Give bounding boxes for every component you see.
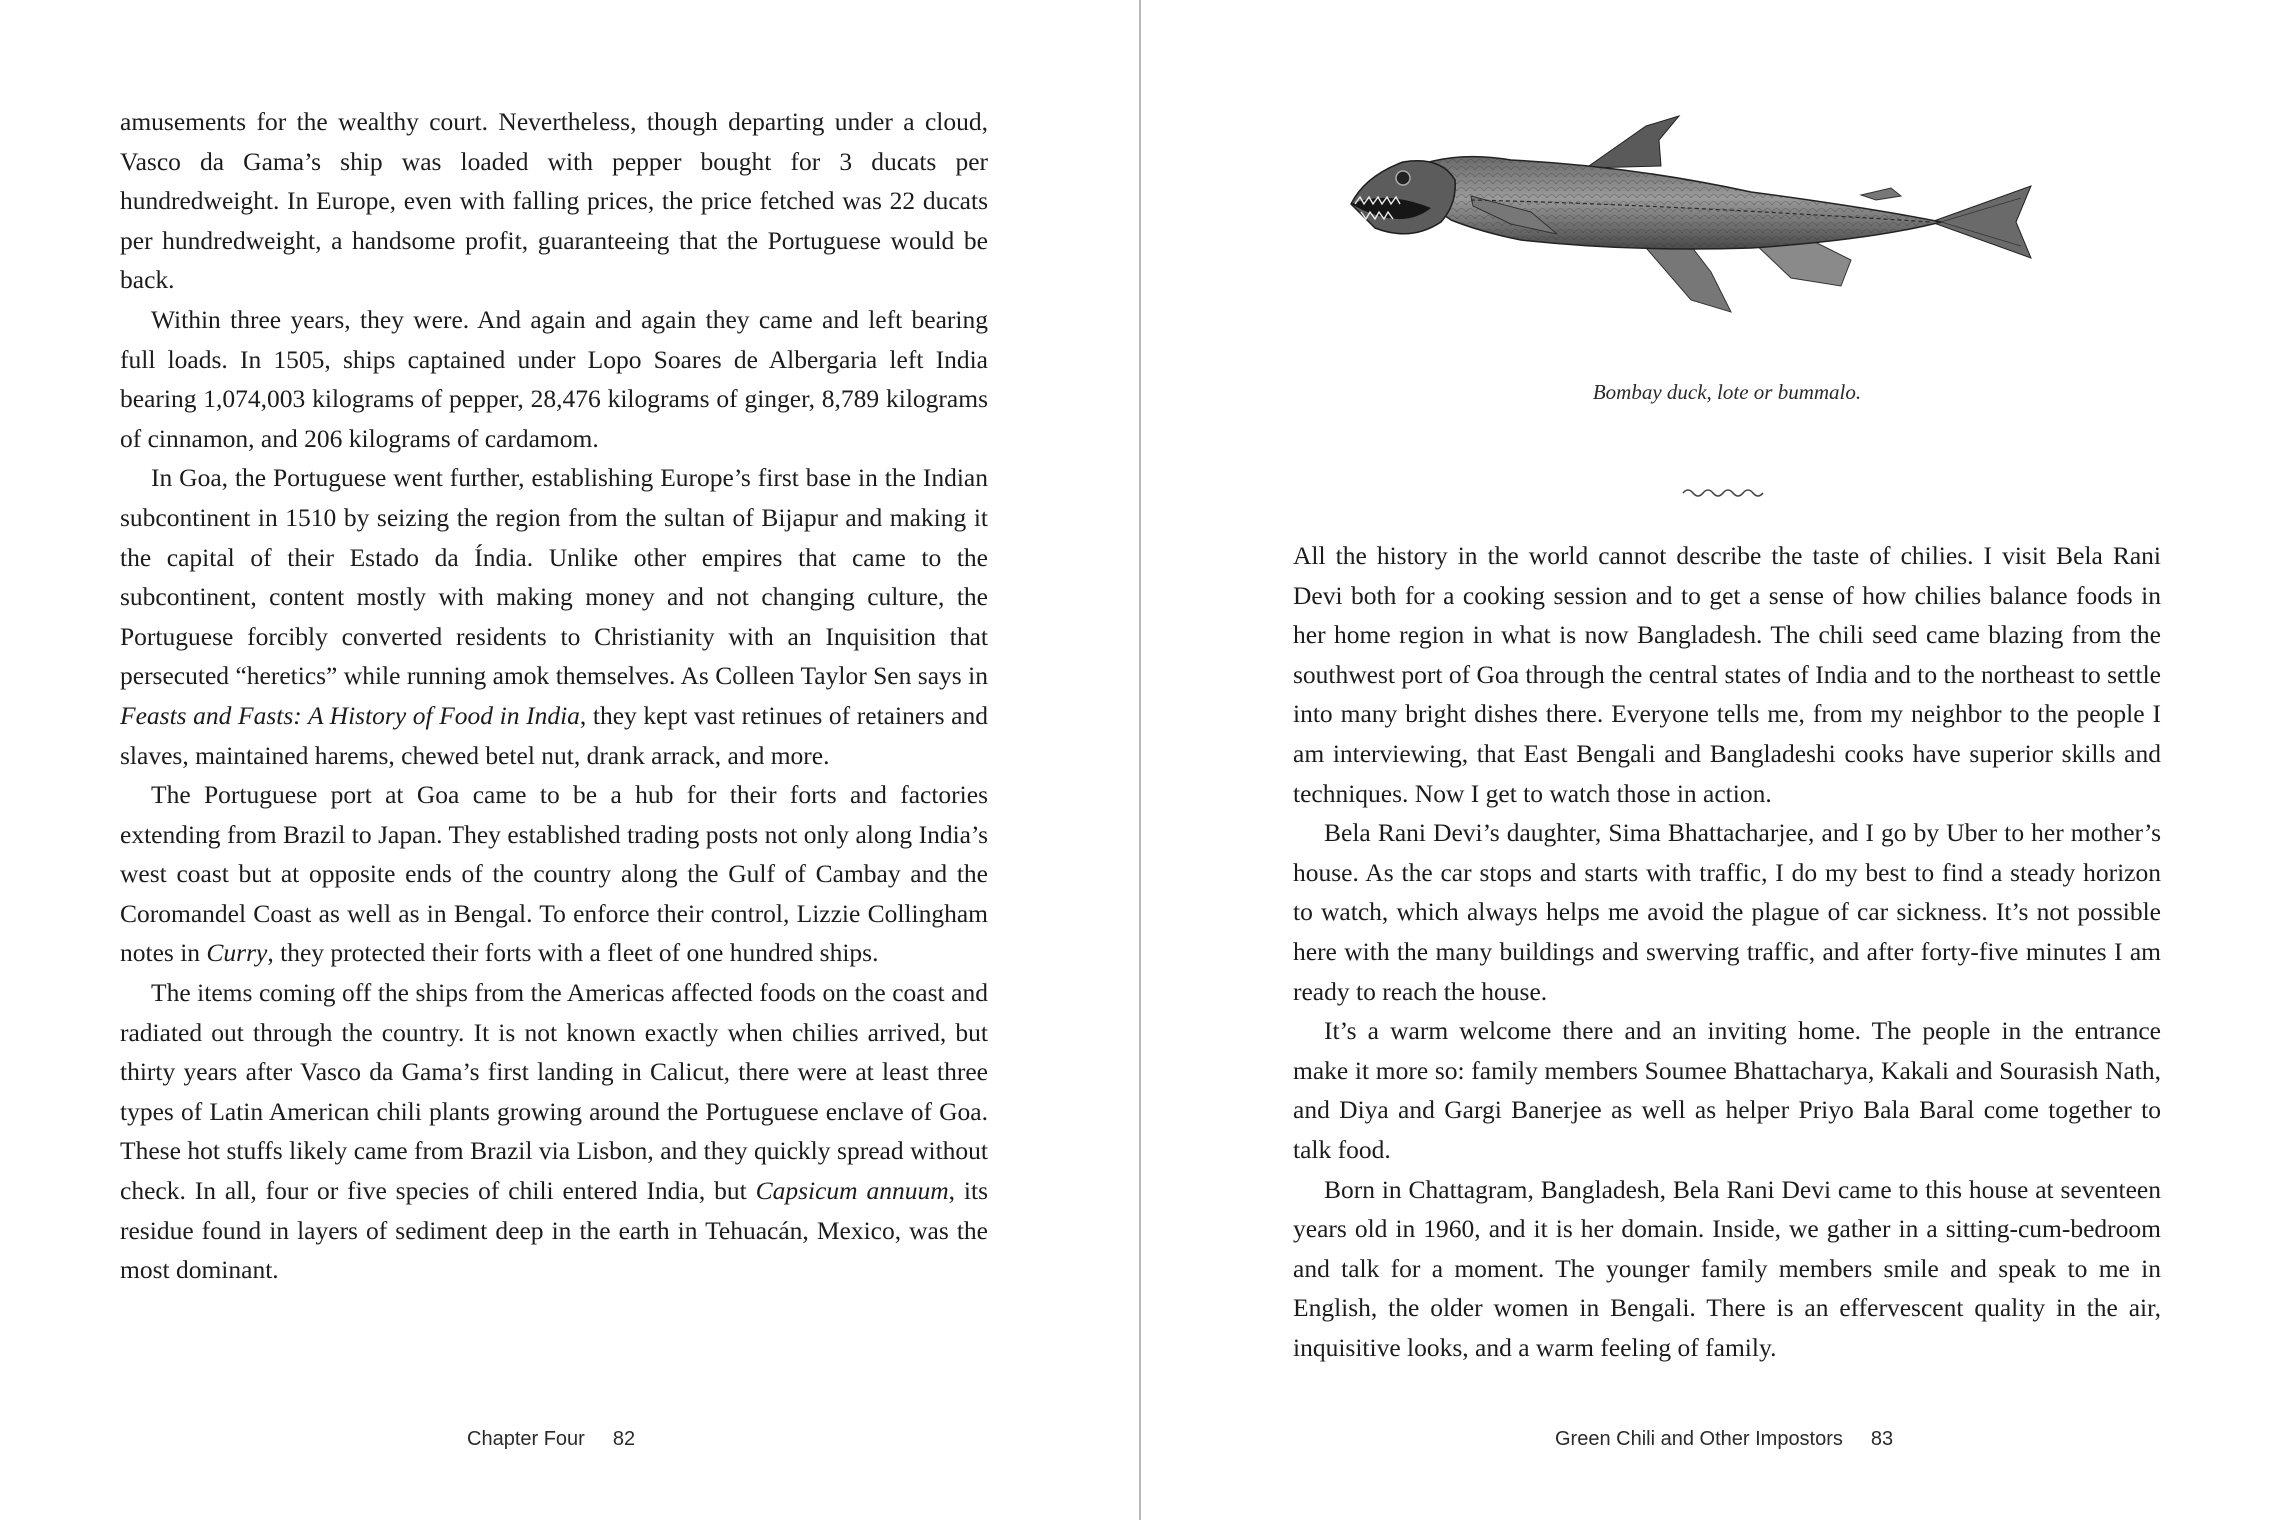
section-break-ornament xyxy=(1681,486,1765,500)
text-run: , they protected their forts with a fleet of one hundred ships. xyxy=(267,938,879,968)
paragraph xyxy=(1293,813,2161,1011)
page-number-right: 83 xyxy=(1870,1428,1894,1450)
running-head-right: Green Chili and Other Impostors xyxy=(1555,1428,1843,1450)
italic-title: Capsicum annuum xyxy=(755,1176,949,1206)
right-page xyxy=(1141,0,2280,1520)
bombay-duck-illustration xyxy=(1331,100,2141,360)
text-run: It’s a warm welcome there and an inviting home. The people in the entrance make it more so: family members Soumee Bhattacharya, Kakali and Sourasish Nath, and Diya and Gargi Banerjee as well as helper Priyo Bala Baral come together to talk food. xyxy=(1293,1016,2161,1164)
running-head-left: Chapter Four xyxy=(467,1428,585,1450)
text-run: , they kept vast retinues of retainers and slaves, maintained harems, chewed betel nut, drank arrack, and more. xyxy=(120,700,988,770)
right-folio xyxy=(1555,1428,1893,1451)
text-run: In Goa, the Portuguese went further, establishing Europe’s first base in the Indian subcontinent in 1510 by seizing the region from the sultan of Bijapur and making it the capital of their Estado da Índia. Unlike other empires that came to the subcontinent, content mostly with making money and not changing culture, the Portuguese forcibly converted residents to Christianity with an Inquisition that persecuted “heretics” while running amok themselves. As Colleen Taylor Sen says in xyxy=(120,463,988,691)
text-run: amusements for the wealthy court. Nevertheless, though departing under a cloud, Vasco da Gama’s ship was loaded with pepper bought for 3 ducats per hundredweight. In Europe, even with falling prices, the price fetched was 22 ducats per hundredweight, a handsome profit, guaranteeing that the Portuguese would be back. xyxy=(120,107,988,295)
left-folio xyxy=(467,1428,635,1451)
right-body-text xyxy=(1293,536,2161,1367)
text-run: All the history in the world cannot describe the taste of chilies. I visit Bela Rani Devi both for a cooking session and to get a sense of how chilies balance foods in her home region in what is now Bangladesh. The chili seed came blazing from the southwest port of Goa through the central states of India and to the northeast to settle into many bright dishes there. Everyone tells me, from my neighbor to the people I am interviewing, that East Bengali and Bangladeshi cooks have superior skills and techniques. Now I get to watch those in action. xyxy=(1293,541,2161,808)
text-run: Born in Chattagram, Bangladesh, Bela Rani Devi came to this house at seventeen years old in 1960, and it is her domain. Inside, we gather in a sitting-cum-bedroom and talk for a moment. The younger family members smile and speak to me in English, the older women in Bengali. There is an effervescent quality in the air, inquisitive looks, and a warm feeling of family. xyxy=(1293,1174,2161,1362)
paragraph xyxy=(1293,536,2161,813)
figure-caption: Bombay duck, lote or bummalo. xyxy=(1592,380,1862,404)
paragraph xyxy=(1293,1170,2161,1368)
left-page xyxy=(0,0,1139,1520)
page-number-left: 82 xyxy=(612,1428,636,1450)
text-run: The items coming off the ships from the Americas affected foods on the coast and radiated out through the country. It is not known exactly when chilies arrived, but thirty years after Vasco da Gama’s first landing in Calicut, there were at least three types of Latin American chili plants growing around the Portuguese enclave of Goa. These hot stuffs likely came from Brazil via Lisbon, and they quickly spread without check. In all, four or five species of chili entered India, but xyxy=(120,978,988,1206)
paragraph xyxy=(120,300,988,458)
text-run: Bela Rani Devi’s daughter, Sima Bhattacharjee, and I go by Uber to her mother’s house. As the car stops and starts with traffic, I do my best to find a steady horizon to watch, which always helps me avoid the plague of car sickness. It’s not possible here with the many buildings and swerving traffic, and after forty-five minutes I am ready to reach the house. xyxy=(1293,818,2161,1006)
text-run: Within three years, they were. And again and again they came and left bearing full loads. In 1505, ships captained under Lopo Soares de Albergaria left India bearing 1,074,003 kilograms of pepper, 28,476 kilograms of ginger, 8,789 kilograms of cinnamon, and 206 kilograms of cardamom. xyxy=(120,304,988,453)
left-body-text xyxy=(120,102,988,1290)
italic-title: Curry xyxy=(206,938,268,968)
paragraph xyxy=(120,973,988,1290)
paragraph xyxy=(120,102,988,300)
paragraph xyxy=(120,775,988,973)
paragraph xyxy=(1293,1011,2161,1169)
text-run: The Portuguese port at Goa came to be a hub for their forts and factories extending from Brazil to Japan. They established trading posts not only along India’s west coast but at opposite ends of the country along the Gulf of Cambay and the Coromandel Coast as well as in Bengal. To enforce their control, Lizzie Collingham notes in xyxy=(120,780,988,968)
paragraph xyxy=(120,458,988,775)
text-run: , its residue found in layers of sediment deep in the earth in Tehuacán, Mexico, was the most dominant. xyxy=(120,1176,988,1285)
italic-title: Feasts and Fasts: A History of Food in India xyxy=(120,700,580,730)
